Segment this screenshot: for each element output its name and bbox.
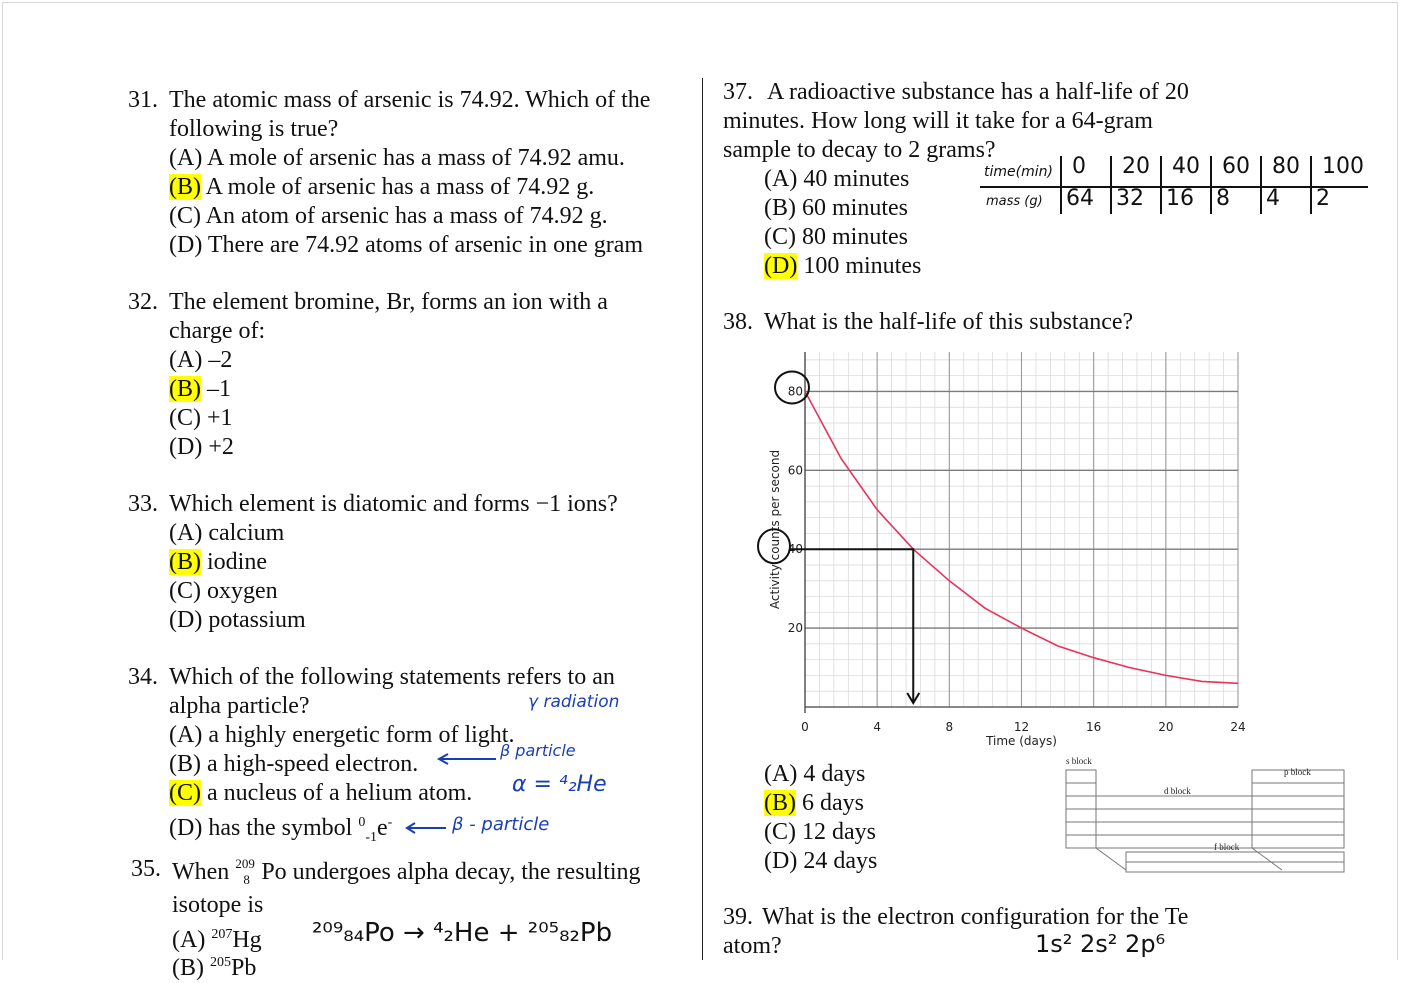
question-stem-cont: following is true? <box>169 116 339 142</box>
question-number: 35. <box>131 856 161 882</box>
isotope-notation <box>235 855 261 887</box>
x-tick-label: 8 <box>945 720 954 734</box>
major-gridlines <box>805 352 1238 707</box>
question-38 <box>723 308 1323 338</box>
y-tick-label: 20 <box>787 621 803 636</box>
question-31 <box>128 86 688 266</box>
option-c: (C) 80 minutes <box>764 224 908 250</box>
option-b-text: 6 days <box>796 790 864 816</box>
option-b-text: iodine <box>201 549 267 575</box>
table-cell-time: 0 <box>1072 154 1086 179</box>
table-divider <box>1210 156 1212 214</box>
question-38-options <box>723 760 1023 880</box>
option-c: (C) oxygen <box>169 578 278 604</box>
option-b: (B) a high-speed electron. <box>169 751 419 777</box>
handwritten-marks <box>758 371 919 703</box>
question-stem: What is the half-life of this substance? <box>764 309 1134 335</box>
question-number: 33. <box>128 491 158 517</box>
table-cell-mass: 32 <box>1116 186 1144 211</box>
table-cell-time: 20 <box>1122 154 1150 179</box>
table-cell-mass: 8 <box>1216 186 1230 211</box>
table-cell-mass: 64 <box>1066 186 1094 211</box>
superscript: 207 <box>211 927 233 942</box>
periodic-block-diagram <box>1062 752 1352 877</box>
option-b <box>169 375 231 404</box>
option-a: (A) a highly energetic form of light. <box>169 722 515 748</box>
superscript: - <box>387 815 393 830</box>
question-34 <box>128 663 688 843</box>
table-divider <box>1310 156 1312 214</box>
handwritten-table <box>980 150 1370 216</box>
question-stem-cont: sample to decay to 2 grams? <box>723 137 996 163</box>
table-divider <box>1060 156 1062 214</box>
table-cell-time: 100 <box>1322 154 1364 179</box>
electron-symbol: e <box>376 815 388 841</box>
mass-number: 209 <box>235 856 255 871</box>
question-stem: The atomic mass of arsenic is 74.92. Which of the <box>169 87 651 113</box>
option-d-text: (D) has the symbol <box>169 815 359 841</box>
table-cell-mass: 4 <box>1266 186 1280 211</box>
option-a: (A) A mole of arsenic has a mass of 74.92 amu. <box>169 145 625 171</box>
x-tick-label: 0 <box>801 720 809 734</box>
x-tick-label: 20 <box>1158 720 1174 734</box>
question-number: 31. <box>128 87 158 113</box>
question-stem-cont: isotope is <box>172 892 264 918</box>
table-cell-time: 40 <box>1172 154 1200 179</box>
option-c <box>169 779 472 808</box>
x-axis-label: Time (days) <box>986 734 1057 748</box>
table-cell-time: 60 <box>1222 154 1250 179</box>
question-stem-cont: atom? <box>723 933 782 959</box>
option-d: (D) 24 days <box>764 848 878 874</box>
option-b-text: A mole of arsenic has a mass of 74.92 g. <box>201 174 595 200</box>
y-tick-label: 80 <box>787 384 803 399</box>
decay-chart <box>750 345 1260 760</box>
element-symbol: Pb <box>231 955 257 981</box>
y-axis-label: Activity counts per second <box>768 449 782 610</box>
y-tick-label: 40 <box>787 542 803 557</box>
question-stem <box>172 855 641 887</box>
p-block-label: p block <box>1284 767 1311 777</box>
answer-highlight: (D) <box>764 253 798 279</box>
d-block-label: d block <box>1164 786 1191 796</box>
option-c-text: a nucleus of a helium atom. <box>201 780 473 806</box>
handwritten-decay-equation: ²⁰⁹₈₄Po → ⁴₂He + ²⁰⁵₈₂Pb <box>312 918 613 948</box>
table-divider <box>1260 156 1262 214</box>
question-stem: Which of the following statements refers to an <box>169 664 615 690</box>
x-tick-label: 16 <box>1086 720 1102 734</box>
y-tick-label: 60 <box>787 463 803 478</box>
table-divider <box>1110 156 1112 214</box>
element-symbol: Hg <box>232 927 262 953</box>
question-number: 32. <box>128 289 158 315</box>
x-tick-label: 12 <box>1013 720 1030 734</box>
column-divider <box>702 78 703 960</box>
answer-highlight: (B) <box>764 790 796 816</box>
stem-text: When <box>172 859 236 885</box>
option-c: (C) An atom of arsenic has a mass of 74.92 g. <box>169 203 608 229</box>
handwritten-configuration: 1s² 2s² 2p⁶ <box>1035 930 1166 958</box>
question-33 <box>128 490 688 640</box>
handwritten-gamma-note: γ radiation <box>528 692 620 712</box>
handwritten-alpha-note: α = ⁴₂He <box>512 772 607 797</box>
table-header-time: time(min) <box>984 164 1053 180</box>
table-cell-mass: 16 <box>1166 186 1194 211</box>
question-number: 37. <box>723 79 753 105</box>
stem-text: Po undergoes alpha decay, the resulting <box>261 859 641 885</box>
question-39 <box>723 903 1323 963</box>
answer-highlight: (C) <box>169 780 201 806</box>
option-b: (B) 60 minutes <box>764 195 908 221</box>
option-d: (D) potassium <box>169 607 306 633</box>
table-divider <box>1160 156 1162 214</box>
handwritten-arrow <box>436 752 498 766</box>
subscript: -1 <box>365 829 377 845</box>
question-32 <box>128 288 688 468</box>
option-d: (D) +2 <box>169 434 234 460</box>
option-d <box>764 252 921 281</box>
option-b <box>169 173 594 202</box>
option-b-text: (B) <box>172 955 210 981</box>
option-a-text: (A) <box>172 927 212 953</box>
question-stem: What is the electron configuration for the Te <box>762 904 1189 930</box>
atomic-number: 8 <box>243 872 250 887</box>
question-stem-cont: minutes. How long will it take for a 64-gram <box>723 108 1153 134</box>
x-tick-label: 24 <box>1230 720 1246 734</box>
option-b <box>169 548 267 577</box>
table-header-mass: mass (g) <box>986 194 1043 209</box>
answer-highlight: (B) <box>169 376 201 402</box>
question-stem: A radioactive substance has a half-life of 20 <box>767 79 1189 105</box>
answer-highlight: (B) <box>169 174 201 200</box>
question-number: 34. <box>128 664 158 690</box>
superscript: 205 <box>210 955 231 970</box>
option-d <box>169 808 392 852</box>
option-b <box>172 948 256 983</box>
table-cell-time: 80 <box>1272 154 1300 179</box>
option-a: (A) calcium <box>169 520 285 546</box>
option-c: (C) +1 <box>169 405 233 431</box>
question-stem-cont: charge of: <box>169 318 266 344</box>
handwritten-beta-note: β particle <box>500 741 576 760</box>
option-b <box>764 789 864 818</box>
handwritten-arrow <box>404 820 448 836</box>
f-block-label: f block <box>1214 842 1240 852</box>
option-d: (D) There are 74.92 atoms of arsenic in one gram <box>169 232 644 258</box>
x-tick-label: 4 <box>873 720 881 734</box>
option-c: (C) 12 days <box>764 819 876 845</box>
s-block-label: s block <box>1066 756 1092 766</box>
question-number: 39. <box>723 904 753 930</box>
option-b-text: –1 <box>201 376 231 402</box>
question-stem: The element bromine, Br, forms an ion with a <box>169 289 608 315</box>
answer-highlight: (B) <box>169 549 201 575</box>
superscript: 0 <box>358 815 366 830</box>
question-stem: Which element is diatomic and forms −1 ions? <box>169 491 618 517</box>
handwritten-beta-particle-note: β - particle <box>452 814 550 835</box>
question-stem-cont: alpha particle? <box>169 693 310 719</box>
option-a: (A) 40 minutes <box>764 166 910 192</box>
question-number: 38. <box>723 309 753 335</box>
table-cell-mass: 2 <box>1316 186 1330 211</box>
option-a: (A) 4 days <box>764 761 866 787</box>
option-d-text: 100 minutes <box>797 253 922 279</box>
option-a: (A) –2 <box>169 347 233 373</box>
